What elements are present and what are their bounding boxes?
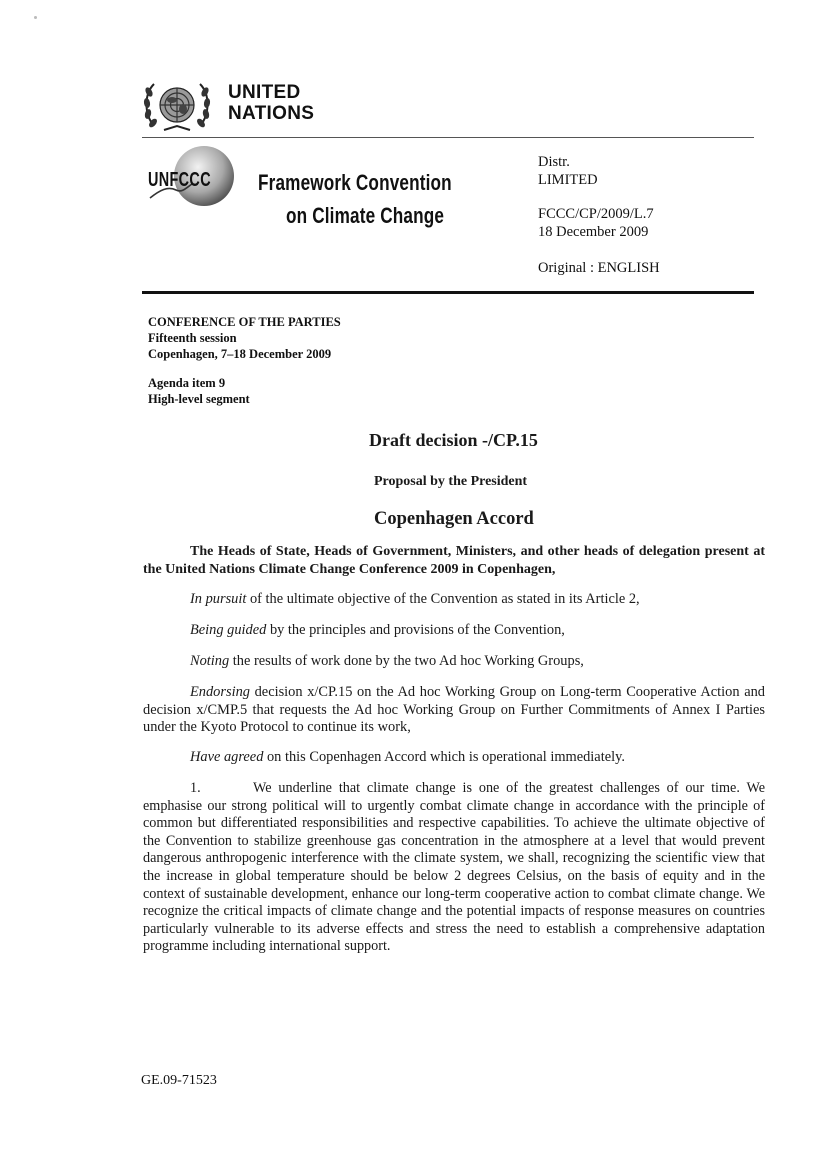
document-date: 18 December 2009 [538,224,649,240]
paragraph-lead: Noting [190,653,230,669]
distribution-value: LIMITED [538,172,598,188]
paragraph-text: decision x/CP.15 on the Ad hoc Working Group on Long-term Cooperative Action and decision x/CMP.5 that requests the Ad hoc Working Group on Further Commitments of Annex I Parties under the Kyoto Protocol to continue its work, [143,684,765,736]
document-job-number: GE.09-71523 [141,1073,217,1088]
convention-title-line-2: on Climate Change [286,203,445,228]
paragraph-endorsing [143,684,765,737]
paragraph-text: of the ultimate objective of the Convention as stated in its Article 2, [246,591,640,607]
org-line-1: UNITED [228,82,301,103]
paragraph-number: 1. [190,780,201,796]
header-rule [142,137,754,138]
conference-place: Copenhagen, 7–18 December 2009 [148,347,332,361]
numbered-paragraph-1 [143,780,765,956]
paragraph-have-agreed [143,749,765,767]
scan-speck [34,16,37,19]
paragraph-text: We underline that climate change is one of the greatest challenges of our time. We emphasise our strong political will to urgently combat climate change in accordance with the principle of common but differentiated responsibilities and respective capabilities. To achieve the ultimate objective of the Convention to stabilize greenhouse gas concentration in the atmosphere at a level that would prevent dangerous anthropogenic interference with the climate system, we shall, recognizing the scientific view that the increase in global temperature should be below 2 degrees Celsius, on the basis of equity and in the context of sustainable development, enhance our long-term cooperative action to combat climate change. We recognize the critical impacts of climate change and the potential impacts of response measures on countries particularly vulnerable to its adverse effects and stress the need to establish a comprehensive adaptation programme including international support. [143,780,765,955]
conference-title: CONFERENCE OF THE PARTIES [148,315,341,329]
conference-session: Fifteenth session [148,331,237,345]
paragraph-noting [143,653,765,671]
org-line-2: NATIONS [228,103,315,124]
paragraph-being-guided [143,622,765,640]
document-symbol: FCCC/CP/2009/L.7 [538,206,654,222]
agenda-segment: High-level segment [148,392,250,406]
accord-heading: Copenhagen Accord [374,509,534,529]
paragraph-lead: Endorsing [190,684,250,700]
paragraph-in-pursuit [143,591,765,609]
convention-title-line-1: Framework Convention [258,170,452,195]
un-emblem-icon [140,76,214,138]
agenda-item: Agenda item 9 [148,376,226,390]
united-nations-wordmark [228,82,314,124]
preamble-paragraph: The Heads of State, Heads of Government, Ministers, and other heads of delegation present at the United Nations Climate Change Conference 2009 in Copenhagen, [143,544,765,577]
paragraph-text: the results of work done by the two Ad hoc Working Groups, [229,653,584,669]
original-language: Original : ENGLISH [538,260,660,276]
paragraph-text: by the principles and provisions of the Convention, [266,622,565,638]
paragraph-lead: Have agreed [190,749,264,765]
paragraph-lead: In pursuit [190,591,247,607]
draft-decision-heading: Draft decision -/CP.15 [369,430,538,450]
header-bottom-rule [142,291,754,294]
unfccc-logo-text: UNFCCC [148,169,211,191]
paragraph-text: on this Copenhagen Accord which is operational immediately. [263,749,625,765]
proposal-heading: Proposal by the President [374,474,528,489]
distribution-label: Distr. [538,154,570,170]
paragraph-lead: Being guided [190,622,267,638]
